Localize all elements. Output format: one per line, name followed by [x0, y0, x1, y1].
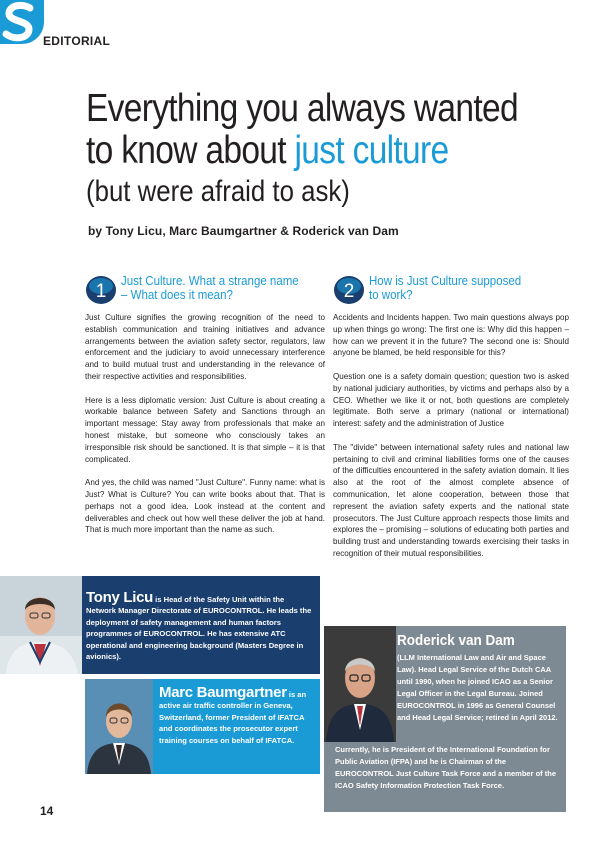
section-1-paragraph: Here is a less diplomatic version: Just Culture is about creating a workable balance between Safety and Sanctions through an important message: Stay away from professionals that make an honest mistake, but someone who consciously takes an irresponsible risk should be sanctioned. It is that simple – it is that complicated.	[85, 395, 325, 464]
marc-baumgartner-name: Marc Baumgartner	[159, 684, 287, 701]
tony-licu-bio	[86, 589, 314, 662]
section-2-paragraph: Question one is a safety domain question; question two is asked by national judiciary authorities, by victims and perhaps also by a CEO. Whether we like it or not, both questions are completely legitimate. Both serve a primary (national or international) interest: safety and the administration of Justice	[333, 371, 569, 429]
byline: by Tony Licu, Marc Baumgartner & Roderick van Dam	[88, 224, 399, 238]
section-1-title-line1: Just Culture. What a strange name	[121, 274, 299, 288]
article-subtitle: (but were afraid to ask)	[86, 175, 350, 208]
title-line-1: Everything you always wanted	[86, 87, 518, 130]
title-line-2	[86, 130, 516, 172]
section-1-title-line2: – What does it mean?	[121, 288, 233, 302]
title-accent: just culture	[294, 129, 449, 172]
section-2-header	[333, 274, 569, 308]
section-2-paragraph: Accidents and Incidents happen. Two main questions always pop up when things go wrong: The first one is: Why did this happen – how can we prevent it in the future? The second one is: Should anyone be blamed, be held responsible for this?	[333, 313, 569, 358]
number-1-icon	[85, 275, 117, 305]
svg-text:1: 1	[95, 281, 107, 302]
bio-box-marc-baumgartner	[85, 679, 320, 774]
marc-baumgartner-description: is an active air traffic controller in Geneva, Switzerland, former President of IFATCA and coordinates the prosecutor expert training courses on behalf of IFATCA.	[159, 690, 307, 745]
tony-licu-description: is Head of the Safety Unit within the Network Manager Directorate of EUROCONTROL. He leads the deployment of safety management and human factors programmes of EUROCONTROL. He has extensive ATC operational and engineering background (Masters Degree in avionics).	[86, 595, 312, 662]
marc-baumgartner-photo	[85, 679, 153, 774]
column-right	[333, 274, 569, 572]
number-2-icon	[333, 275, 365, 305]
article-title	[86, 88, 586, 210]
tony-licu-photo	[0, 576, 82, 674]
bio-box-roderick-van-dam	[324, 626, 566, 812]
section-2-title-line2: to work?	[369, 288, 413, 302]
section-1-paragraph: Just Culture signifies the growing recognition of the need to establish communication and training initiatives and advance arrangements between the aviation safety sector, regulators, law enforcement and the judiciary to avoid unnecessary interference and to build mutual trust and understanding in the relevance of their respective activities and responsibilities.	[85, 313, 325, 381]
roderick-van-dam-photo	[324, 626, 396, 742]
section-1-title	[121, 274, 299, 302]
page-number: 14	[40, 804, 54, 818]
bio-box-tony-licu	[0, 576, 320, 674]
section-tab	[0, 0, 48, 58]
section-label: EDITORIAL	[43, 34, 111, 48]
svg-text:2: 2	[343, 281, 355, 302]
marc-baumgartner-bio	[159, 684, 317, 746]
roderick-van-dam-name: Roderick van Dam	[397, 632, 515, 649]
section-1-paragraph: And yes, the child was named "Just Culture". Funny name: what is Just? What is Culture? You can write books about that. That is perhaps not a good idea. Look instead at the content and deliverables and check out how well these deliver the job at hand. That is much more important than the name as such.	[85, 478, 325, 535]
section-s-logo	[0, 0, 48, 58]
title-line-2-plain: to know about	[86, 129, 295, 172]
column-left	[85, 274, 325, 548]
section-2-title-line1: How is Just Culture supposed	[369, 274, 522, 288]
section-2-title	[369, 274, 521, 302]
roderick-van-dam-current-role: Currently, he is President of the International Foundation for Public Aviation (IFPA) and he is Chairman of the EUROCONTROL Just Culture Task Force and a member of the ICAO Safety Information Protection Task Force.	[335, 745, 557, 790]
section-1-header	[85, 274, 325, 308]
tony-licu-name: Tony Licu	[86, 589, 154, 606]
roderick-van-dam-description: (LLM International Law and Air and Space Law). Head Legal Service of the Dutch CAA until 1990, when he joined ICAO as a Senior Legal Officer in the Legal Bureau. Joined EUROCONTROL in 1996 as General Counsel and Head Legal Service; retired in April 2012.	[397, 653, 558, 722]
section-2-paragraph: The "divide" between international safety rules and national law pertaining to civil and criminal liabilities forms one of the causes of the difficulties encountered in the safety aviation domain. It lies also at the root of the almost complete absence of communication, let alone cooperation, between those that represent the aviation safety experts and the national state prosecutors. The Just Culture approach respects those limits and explores the – promising – solutions of educating both parties and building trust and understanding towards exercising their tasks in recognition of their mutual responsibilities.	[333, 442, 569, 558]
